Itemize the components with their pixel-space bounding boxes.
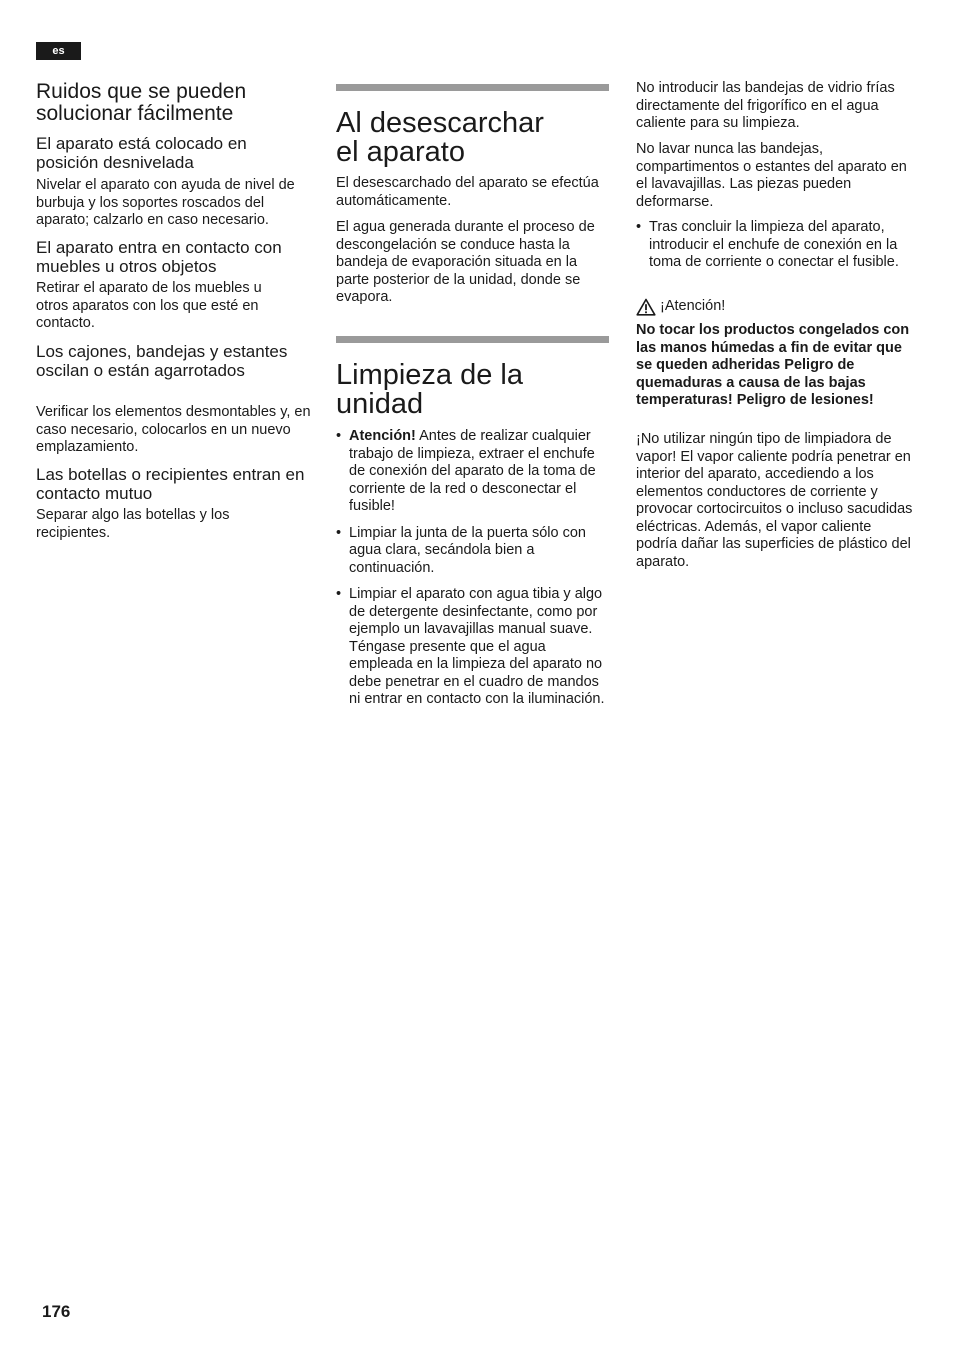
item-heading-uneven: El aparato está colocado en posición desnivelada xyxy=(36,134,247,172)
section-rule-cleaning xyxy=(336,336,609,343)
warning-header xyxy=(636,298,913,316)
warning-triangle-icon xyxy=(636,298,656,316)
section-rule-defrost xyxy=(336,84,609,91)
section-title-cleaning: Limpieza de la unidad xyxy=(336,359,523,420)
warning-bold-text: No tocar los productos congelados con las manos húmedas a fin de evitar que se queden adheridas Peligro de quemaduras a causa de las bajas temperaturas! Peligro de lesiones! xyxy=(636,322,910,408)
warning-body-text: ¡No utilizar ningún tipo de limpiadora de vapor! El vapor caliente podría penetrar en interior del aparato, accediendo a los elementos conductores de corriente y provocar cortocircuitos o incluso sacudidas eléctricas. Además, el vapor caliente podría dañar las superficies de plástico del aparato. xyxy=(636,431,913,570)
item-text-uneven: Nivelar el aparato con ayuda de nivel de burbuja y los soportes roscados del aparato; calzarlo en caso necesario. xyxy=(36,177,295,228)
item-heading-contact-furniture: El aparato entra en contacto con muebles u otros objetos xyxy=(36,238,282,276)
cleaning-bullet-1-text: Antes de realizar cualquier trabajo de limpieza, extraer el enchufe de conexión del aparato de la toma de corriente de la red o desconectar el fusible! xyxy=(349,428,596,514)
warning-label: ¡Atención! xyxy=(660,298,726,315)
cleaning-bullet-1 xyxy=(336,428,609,516)
page-number: 176 xyxy=(42,1302,71,1321)
cleaning-list xyxy=(336,428,609,709)
item-heading-drawers: Los cajones, bandejas y estantes oscilan o están agarrotados xyxy=(36,342,288,380)
section-title-noises: Ruidos que se pueden solucionar fácilmente xyxy=(36,80,247,125)
notes-bullet-1: • Tras concluir la limpieza del aparato, introducir el enchufe de conexión en la toma de corriente o conectar el fusible. xyxy=(636,219,913,272)
cleaning-bullet-2: • Limpiar la junta de la puerta sólo con agua clara, secándola bien a continuación. xyxy=(336,525,609,578)
item-text-drawers: Verificar los elementos desmontables y, en caso necesario, colocarlos en un nuevo emplazamiento. xyxy=(36,404,311,455)
cleaning-bullet-3: • Limpiar el aparato con agua tibia y algo de detergente desinfectante, como por ejemplo un lavavajillas manual suave. Téngase presente que el agua empleada en la limpieza del aparato no debe penetrar en el cuadro de mandos ni entrar en contacto con la iluminación. xyxy=(336,586,609,709)
section-title-defrost: Al desescarchar el aparato xyxy=(336,107,544,168)
notes-paragraph-2: No lavar nunca las bandejas, compartimentos o estantes del aparato en el lavavajillas. Las piezas pueden deformarse. xyxy=(636,141,907,210)
language-tag: es xyxy=(36,42,81,60)
cleaning-bullet-1-bold: Atención! xyxy=(349,428,416,444)
notes-list xyxy=(636,219,913,272)
defrost-paragraph-1: El desescarchado del aparato se efectúa automáticamente. xyxy=(336,175,599,209)
defrost-paragraph-2: El agua generada durante el proceso de descongelación se conduce hasta la bandeja de evaporación situada en la parte posterior de la unidad, donde se evapora. xyxy=(336,219,595,305)
item-heading-bottles: Las botellas o recipientes entran en contacto mutuo xyxy=(36,465,305,503)
notes-paragraph-1: No introducir las bandejas de vidrio frías directamente del frigorífico en el agua caliente para su limpieza. xyxy=(636,80,895,131)
item-text-contact-furniture: Retirar el aparato de los muebles u otros aparatos con los que esté en contacto. xyxy=(36,280,262,331)
item-text-bottles: Separar algo las botellas y los recipientes. xyxy=(36,507,230,541)
